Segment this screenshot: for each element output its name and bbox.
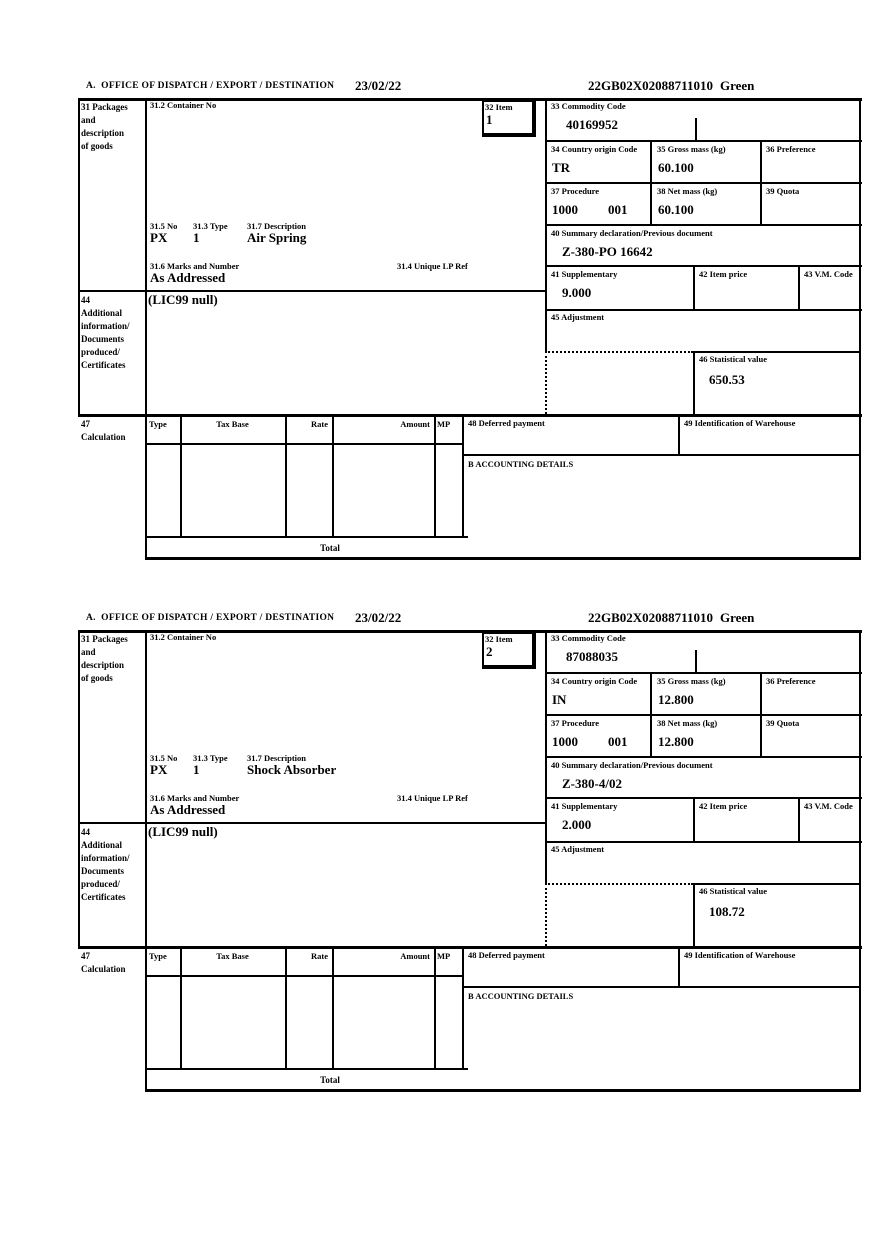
- grid-line: [798, 265, 800, 309]
- calc-col-type: Type: [149, 951, 167, 961]
- commodity-code-tick: [695, 650, 697, 672]
- office-of-dispatch-header: A. OFFICE OF DISPATCH / EXPORT / DESTINATION: [86, 81, 335, 91]
- grid-line: [78, 630, 80, 949]
- grid-line: [760, 140, 762, 224]
- box40-label: 40 Summary declaration/Previous document: [551, 760, 713, 770]
- previous-document-value: Z-380-4/02: [562, 776, 622, 791]
- supplementary-units-value: 9.000: [562, 285, 592, 300]
- grid-line: [798, 797, 800, 841]
- marks-numbers-value: As Addressed: [150, 270, 226, 285]
- item-number-value: 2: [486, 644, 493, 659]
- total-label: Total: [320, 1075, 340, 1085]
- gross-mass-value: 60.100: [658, 160, 694, 175]
- box31-6-label: 31.6 Marks and Number: [150, 261, 240, 271]
- box38-label: 38 Net mass (kg): [657, 186, 718, 196]
- grid-line: [78, 414, 862, 417]
- grid-line: [693, 351, 861, 353]
- country-origin-value: IN: [552, 692, 567, 707]
- package-type-value: 1: [193, 230, 200, 245]
- box47-label: 47 Calculation: [81, 951, 126, 974]
- calc-col-type: Type: [149, 419, 167, 429]
- box43-label: 43 V.M. Code: [804, 269, 853, 279]
- grid-line: [462, 947, 464, 1070]
- calc-col-mp: MP: [437, 951, 451, 961]
- box36-label: 36 Preference: [766, 676, 816, 686]
- box34-label: 34 Country origin Code: [551, 144, 638, 154]
- net-mass-value: 12.800: [658, 734, 694, 749]
- grid-line: [650, 140, 652, 224]
- grid-line: [693, 351, 695, 414]
- box48-label: 48 Deferred payment: [468, 950, 545, 960]
- box31-2-label: 31.2 Container No: [150, 632, 217, 642]
- procedure-code-value: 001: [608, 202, 628, 217]
- box44-label: 44 Additional information/ Documents produced/ Certificates: [81, 827, 130, 902]
- box45-label: 45 Adjustment: [551, 844, 605, 854]
- grid-line: [332, 947, 334, 1070]
- grid-line: [859, 98, 861, 560]
- goods-description-value: Air Spring: [247, 230, 307, 245]
- office-of-dispatch-header: A. OFFICE OF DISPATCH / EXPORT / DESTINATION: [86, 613, 335, 623]
- box46-label: 46 Statistical value: [699, 886, 767, 896]
- grid-line: [78, 98, 80, 417]
- box42-label: 42 Item price: [699, 269, 748, 279]
- marks-numbers-value: As Addressed: [150, 802, 226, 817]
- box46-label: 46 Statistical value: [699, 354, 767, 364]
- box32-label: 32 Item: [485, 102, 513, 112]
- box45-label: 45 Adjustment: [551, 312, 605, 322]
- box31-7-label: 31.7 Description: [247, 221, 307, 231]
- grid-line: [545, 797, 862, 799]
- box40-label: 40 Summary declaration/Previous document: [551, 228, 713, 238]
- box49-label: 49 Identification of Warehouse: [684, 950, 796, 960]
- package-no-value: PX: [150, 230, 168, 245]
- accounting-details-label: B ACCOUNTING DETAILS: [468, 991, 574, 1001]
- grid-line: [545, 309, 862, 311]
- grid-line: [693, 883, 695, 946]
- grid-line: [693, 797, 695, 841]
- commodity-code-tick: [695, 118, 697, 140]
- box31-3-label: 31.3 Type: [193, 221, 228, 231]
- box31-3-label: 31.3 Type: [193, 753, 228, 763]
- grid-line: [462, 986, 861, 988]
- grid-line: [678, 415, 680, 456]
- box39-label: 39 Quota: [766, 718, 800, 728]
- box47-label: 47 Calculation: [81, 419, 126, 442]
- net-mass-value: 60.100: [658, 202, 694, 217]
- box37-label: 37 Procedure: [551, 718, 600, 728]
- grid-line: [78, 946, 862, 949]
- calc-col-rate: Rate: [311, 951, 328, 961]
- grid-line: [545, 841, 862, 843]
- grid-line: [678, 947, 680, 988]
- calc-col-amount: Amount: [400, 419, 430, 429]
- grid-line: [145, 98, 147, 560]
- commodity-code-value: 87088035: [566, 649, 618, 664]
- dotted-line: [545, 883, 547, 946]
- grid-line: [145, 1089, 861, 1092]
- previous-document-value: Z-380-PO 16642: [562, 244, 653, 259]
- box31-6-label: 31.6 Marks and Number: [150, 793, 240, 803]
- box33-label: 33 Commodity Code: [551, 101, 626, 111]
- box42-label: 42 Item price: [699, 801, 748, 811]
- box31-label: 31 Packages and description of goods: [81, 634, 128, 683]
- item-grid: [78, 98, 862, 560]
- grid-line: [145, 975, 464, 977]
- box41-label: 41 Supplementary: [551, 269, 618, 279]
- box38-label: 38 Net mass (kg): [657, 718, 718, 728]
- grid-line: [285, 947, 287, 1070]
- box33-label: 33 Commodity Code: [551, 633, 626, 643]
- calc-col-amount: Amount: [400, 951, 430, 961]
- grid-line: [859, 630, 861, 1092]
- grid-line: [545, 714, 862, 716]
- grid-line: [145, 557, 861, 560]
- item-number-value: 1: [486, 112, 493, 127]
- box31-2-label: 31.2 Container No: [150, 100, 217, 110]
- additional-information-value: (LIC99 null): [148, 292, 218, 307]
- box35-label: 35 Gross mass (kg): [657, 144, 726, 154]
- country-origin-value: TR: [552, 160, 571, 175]
- grid-line: [693, 265, 695, 309]
- box39-label: 39 Quota: [766, 186, 800, 196]
- box49-label: 49 Identification of Warehouse: [684, 418, 796, 428]
- box31-4-label: 31.4 Unique LP Ref: [397, 793, 468, 803]
- grid-line: [145, 536, 468, 538]
- procedure-code-value: 001: [608, 734, 628, 749]
- package-no-value: PX: [150, 762, 168, 777]
- declaration-item-section-1: [78, 78, 862, 580]
- box43-label: 43 V.M. Code: [804, 801, 853, 811]
- grid-line: [434, 947, 436, 1070]
- calc-col-mp: MP: [437, 419, 451, 429]
- calc-col-tax-base: Tax Base: [216, 419, 249, 429]
- box37-label: 37 Procedure: [551, 186, 600, 196]
- grid-line: [145, 443, 464, 445]
- calc-col-rate: Rate: [311, 419, 328, 429]
- box34-label: 34 Country origin Code: [551, 676, 638, 686]
- routing-indicator: Green: [720, 610, 755, 625]
- commodity-code-value: 40169952: [566, 117, 618, 132]
- item-grid: [78, 630, 862, 1092]
- grid-line: [545, 224, 862, 226]
- declaration-item-section-2: [78, 610, 862, 1112]
- movement-reference-number: 22GB02X02088711010: [588, 78, 713, 93]
- dotted-line: [545, 351, 547, 414]
- routing-indicator: Green: [720, 78, 755, 93]
- grid-line: [545, 756, 862, 758]
- gross-mass-value: 12.800: [658, 692, 694, 707]
- goods-description-value: Shock Absorber: [247, 762, 337, 777]
- box48-label: 48 Deferred payment: [468, 418, 545, 428]
- grid-line: [180, 947, 182, 1070]
- box31-5-label: 31.5 No: [150, 753, 178, 763]
- additional-information-value: (LIC99 null): [148, 824, 218, 839]
- box32-label: 32 Item: [485, 634, 513, 644]
- movement-reference-number: 22GB02X02088711010: [588, 610, 713, 625]
- dotted-line: [545, 883, 693, 885]
- box44-label: 44 Additional information/ Documents produced/ Certificates: [81, 295, 130, 370]
- grid-line: [434, 415, 436, 538]
- accounting-details-label: B ACCOUNTING DETAILS: [468, 459, 574, 469]
- grid-line: [462, 415, 464, 538]
- calc-col-tax-base: Tax Base: [216, 951, 249, 961]
- grid-line: [545, 140, 862, 142]
- grid-line: [760, 672, 762, 756]
- grid-line: [285, 415, 287, 538]
- statistical-value: 108.72: [709, 904, 745, 919]
- grid-line: [180, 415, 182, 538]
- grid-line: [693, 883, 861, 885]
- grid-line: [650, 672, 652, 756]
- declaration-date: 23/02/22: [355, 78, 402, 93]
- box41-label: 41 Supplementary: [551, 801, 618, 811]
- box36-label: 36 Preference: [766, 144, 816, 154]
- box31-5-label: 31.5 No: [150, 221, 178, 231]
- box31-label: 31 Packages and description of goods: [81, 102, 128, 151]
- total-label: Total: [320, 543, 340, 553]
- grid-line: [462, 454, 861, 456]
- grid-line: [145, 1068, 468, 1070]
- package-type-value: 1: [193, 762, 200, 777]
- grid-line: [545, 672, 862, 674]
- box31-4-label: 31.4 Unique LP Ref: [397, 261, 468, 271]
- dotted-line: [545, 351, 693, 353]
- statistical-value: 650.53: [709, 372, 745, 387]
- supplementary-units-value: 2.000: [562, 817, 592, 832]
- grid-line: [145, 630, 147, 1092]
- procedure-value: 1000: [552, 202, 578, 217]
- grid-line: [545, 265, 862, 267]
- grid-line: [332, 415, 334, 538]
- grid-line: [545, 182, 862, 184]
- box31-7-label: 31.7 Description: [247, 753, 307, 763]
- procedure-value: 1000: [552, 734, 578, 749]
- box35-label: 35 Gross mass (kg): [657, 676, 726, 686]
- declaration-date: 23/02/22: [355, 610, 402, 625]
